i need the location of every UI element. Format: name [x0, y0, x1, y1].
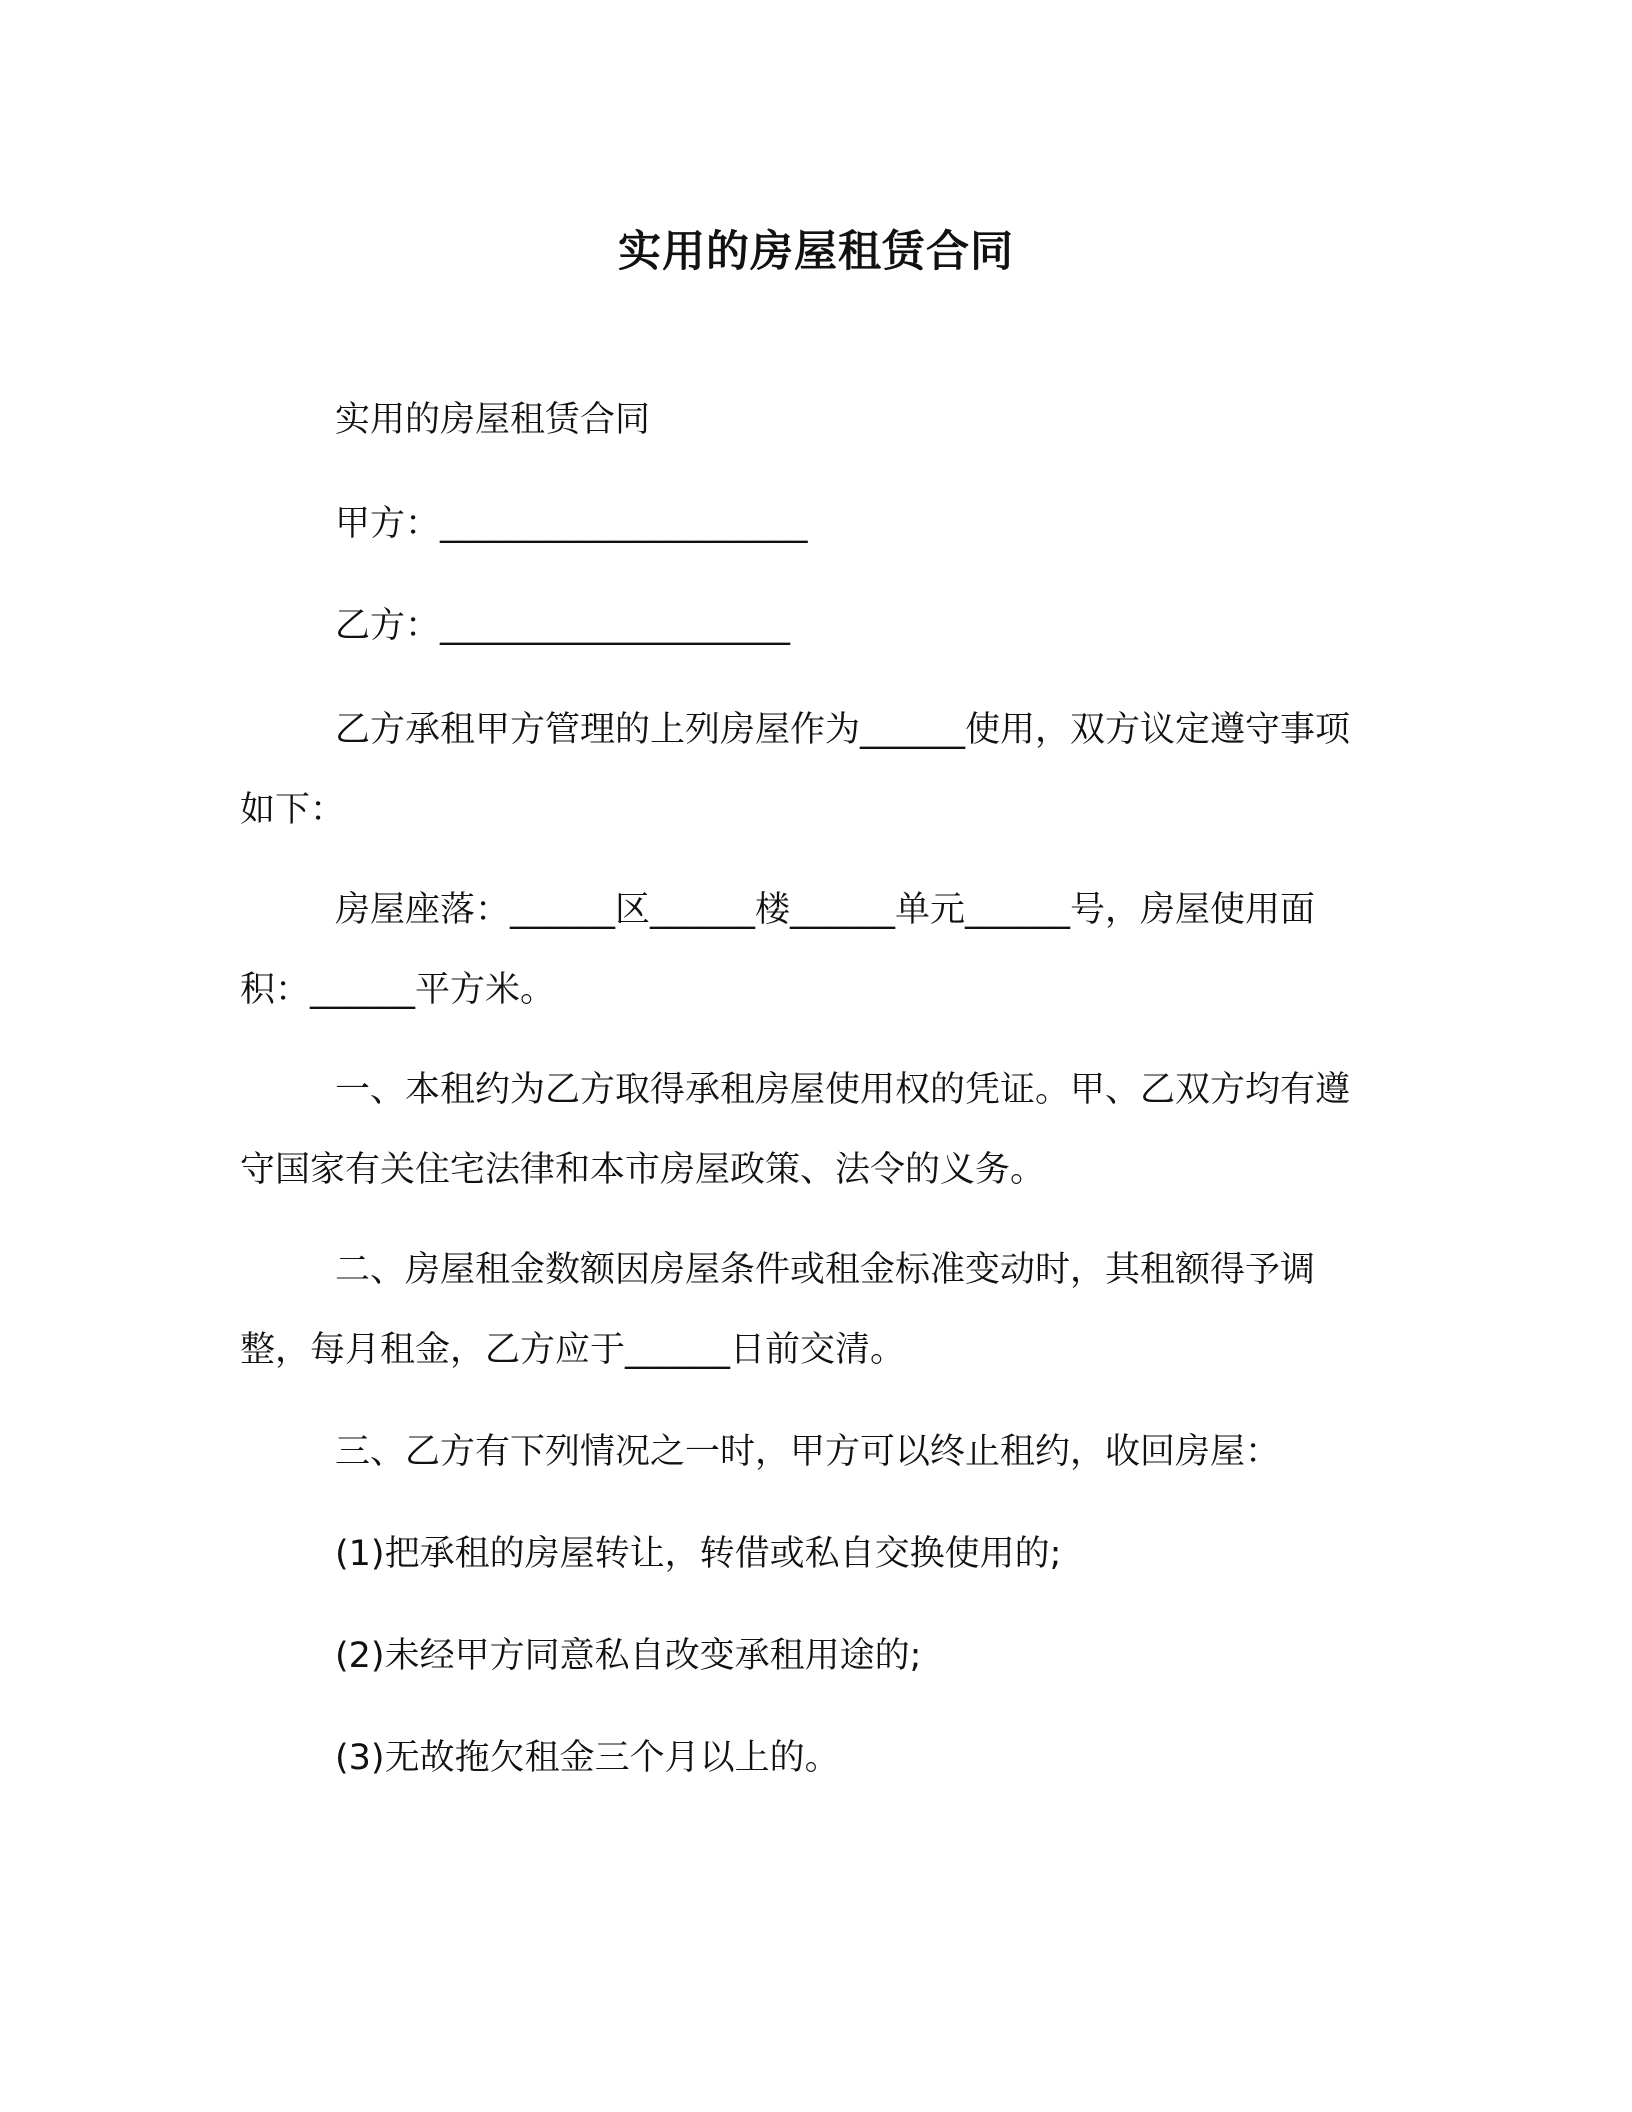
- paragraph-usage: 乙方承租甲方管理的上列房屋作为______使用，双方议定遵守事项如下：: [240, 710, 1351, 830]
- paragraph-party-b: 乙方：____________________: [335, 606, 791, 646]
- list-item-2: (2)未经甲方同意私自改变承租用途的;: [335, 1636, 922, 1676]
- paragraph-clause-1: 一、本租约为乙方取得承租房屋使用权的凭证。甲、乙双方均有遵守国家有关住宅法律和本市房屋政策、法令的义务。: [240, 1070, 1351, 1190]
- paragraph-location: 房屋座落：______区______楼______单元______号，房屋使用面积：______平方米。: [240, 890, 1316, 1010]
- paragraph-party-a: 甲方：_____________________: [335, 504, 808, 544]
- list-item-1: (1)把承租的房屋转让，转借或私自交换使用的;: [335, 1534, 1062, 1574]
- paragraph-clause-3: 三、乙方有下列情况之一时，甲方可以终止租约，收回房屋：: [335, 1432, 1281, 1472]
- document-title: 实用的房屋租赁合同: [618, 227, 1014, 277]
- paragraph-subtitle: 实用的房屋租赁合同: [335, 400, 651, 440]
- paragraph-clause-2: 二、房屋租金数额因房屋条件或租金标准变动时，其租额得予调整，每月租金，乙方应于______日前交清。: [240, 1250, 1316, 1370]
- list-item-3: (3)无故拖欠租金三个月以上的。: [335, 1738, 840, 1778]
